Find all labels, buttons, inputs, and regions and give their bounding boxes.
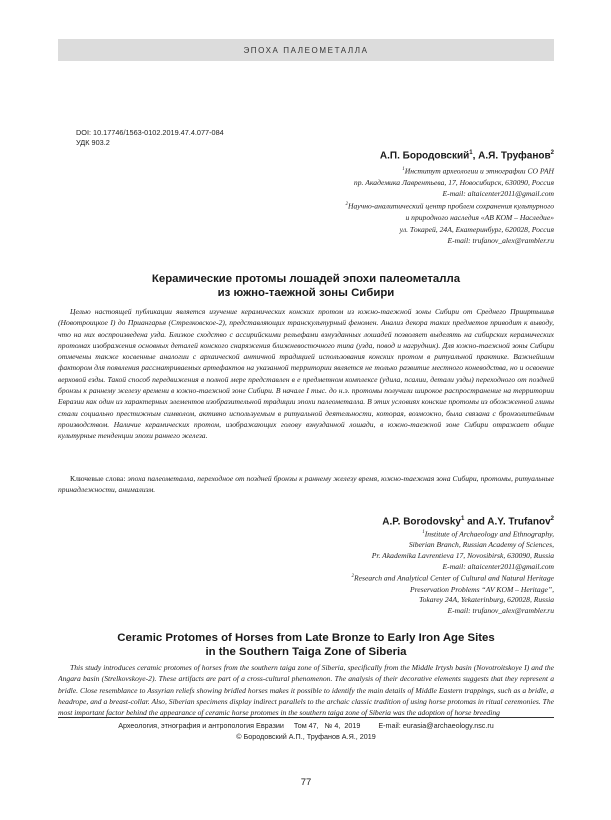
section-title: ЭПОХА ПАЛЕОМЕТАЛЛА: [243, 45, 369, 55]
en-affil-1-sup: 1: [422, 530, 425, 535]
ru-authors: А.П. Бородовский$^1$, А.Я. Труфанов$^2$: [379, 150, 554, 162]
en-author-1-sup: 1: [460, 516, 465, 522]
section-banner: [58, 39, 554, 61]
ru-affil-1-sup: 1: [402, 167, 405, 172]
ru-abstract: Целью настоящей публикации является изучение керамических конских протом из южно-таежной зоны Сибири от Среднего Прииртышья (Новотроицкое I) до Приангарья (Стрелковское-2), представляющих транскультурный феномен. Анализ декора таких предметов приводит к выводу, что на них воспроизведена узда. Близкое сходство с ассирийскими рельефами взнузданных лошадей позволяет выделять на сибирских керамических протомах изображения основных деталей конского снаряжения ближневосточного типа (узда, повод и нагрудник). Для южно-таежной зоны Сибири отмечены также косвенные аналогии с архаической античной традицией использования конских протом в ритуальной практике. Важнейшим фактором для появления рассматриваемых артефактов на указанной территории является не только развитие местного коневодства, но и освоение верховой езды. Такой способ передвижения в полной мере представлен в е предметном комплексе (удила, псалии, детали узды) переходного от поздней бронзы к раннему железу времени в южно-таежной зоне Сибири. В начале I тыс. до н.э. протомы получили широкое распространение на территории Евразии как один из характерных элементов изобразительной традиции эпохи палеометалла. В этих условиях конские протомы из обожженной глины стали социально престижным символом, активно используемым в ритуальной деятельности, которая, возможно, была связана с бронзолитейным производством. Наличие керамических протом, изображающих голову взнузданной лошади, в южно-таежной зоне Сибири отражает общие культурные тенденции эпохи раннего железа.: [58, 307, 554, 441]
footer-email[interactable]: E-mail: eurasia@archaeology.nsc.ru: [378, 721, 494, 730]
footer-copyright: © Бородовский А.П., Труфанов А.Я., 2019: [236, 732, 376, 741]
ru-keywords: [58, 473, 554, 496]
footer-citation: [58, 721, 554, 730]
ru-affil-line: и природного наследия «АВ КОМ – Наследие»: [405, 213, 554, 223]
footer-year: 2019: [344, 721, 361, 730]
keywords-label: Ключевые слова:: [70, 474, 126, 483]
en-affil-2-sup: 2: [351, 574, 355, 580]
ru-affil-line: $^1$Институт археологии и этнографии СО РАН: [402, 166, 554, 176]
ru-affil-line: ул. Токарей, 24А, Екатеринбург, 620028, Россия: [399, 224, 554, 234]
ru-affiliations: [254, 164, 554, 246]
footer-divider: [58, 717, 554, 718]
footer-volume: Том 47,: [293, 721, 319, 730]
en-affil-line: $^1$Institute of Archaeology and Ethnography,: [422, 529, 554, 539]
ru-affil-email[interactable]: E-mail: trufanov_alex@rambler.ru: [447, 235, 554, 245]
en-title: Ceramic Protomes of Horses from Late Bronze to Early Iron Age Sites in the Southern Taiga Zone of Siberia: [117, 632, 495, 658]
en-affil-email[interactable]: E-mail: altaicenter2011@gmail.com: [442, 561, 554, 571]
en-affiliations: [254, 528, 554, 617]
ru-author-1: А.П. Бородовский: [379, 150, 470, 162]
en-affil-line: Siberian Branch, Russian Academy of Sciences,: [408, 540, 554, 550]
udk: УДК 903.2: [76, 138, 110, 147]
page-number: 77: [300, 777, 312, 788]
en-author-2: A.Y. Trufanov: [487, 516, 551, 528]
en-affil-line: Preservation Problems “AV KOM – Heritage”,: [409, 584, 554, 594]
doi[interactable]: DOI: 10.17746/1563-0102.2019.47.4.077-084: [76, 128, 224, 137]
ru-affil-line: $^2$Научно-аналитический центр проблем сохранения культурного: [345, 201, 554, 211]
ru-affil-2-sup: 2: [345, 202, 349, 208]
en-affil-email[interactable]: E-mail: trufanov_alex@rambler.ru: [447, 605, 554, 615]
en-abstract: This study introduces ceramic protomes of horses from the southern taiga zone of Siberia, specifically from the Middle Irtysh basin (Novotroitskoye I) and the Angara basin (Strelkovskoye-2). These artifacts are part of a cross-cultural phenomenon. The analysis of their decorative elements suggests that they represent a bridle. Close resemblance to Assyrian reliefs showing bridled horses makes it possible to identify the main details of Middle Eastern trappings, such as a bridle, a headrope, and a breast-collar. Also, Siberian specimens display indirect parallels to the archaic classic tradition of using horse protomas in ritual ceremonies. The most important factor behind the appearance of ceramic horse protomes in the southern taiga zone of Siberia was the adoption of horse breeding: [58, 663, 554, 718]
keywords-text: эпоха палеометалла, переходное от поздней бронзы к раннему железу время, южно-таежная зона Сибири, протомы, ритуальные принадлежности, анимализм.: [58, 474, 554, 495]
ru-affil-line: пр. Академика Лаврентьева, 17, Новосибирск, 630090, Россия: [353, 177, 554, 187]
ru-author-2-sup: 2: [550, 150, 554, 156]
ru-affil-email[interactable]: E-mail: altaicenter2011@gmail.com: [442, 189, 554, 199]
footer-journal: Археология, этнография и антропология Евразии: [118, 721, 284, 730]
ru-author-1-sup: 1: [469, 150, 473, 156]
en-author-1: A.P. Borodovsky: [382, 516, 461, 528]
ru-title: Керамические протомы лошадей эпохи палеометалла из южно-таежной зоны Сибири: [151, 273, 461, 299]
en-affil-line: Tokarey 24A, Yekaterinburg, 620028, Russia: [419, 595, 554, 605]
en-author-2-sup: 2: [550, 516, 554, 522]
en-affil-line: Pr. Akademika Lavrentieva 17, Novosibirsk, 630090, Russia: [371, 550, 554, 560]
en-affil-line: $^2$Research and Analytical Center of Cultural and Natural Heritage: [351, 573, 554, 583]
footer-issue: № 4,: [324, 721, 341, 730]
ru-author-2: А.Я. Труфанов: [478, 150, 551, 162]
en-authors: A.P. Borodovsky$^1$ and A.Y. Trufanov$^2$: [382, 516, 554, 528]
